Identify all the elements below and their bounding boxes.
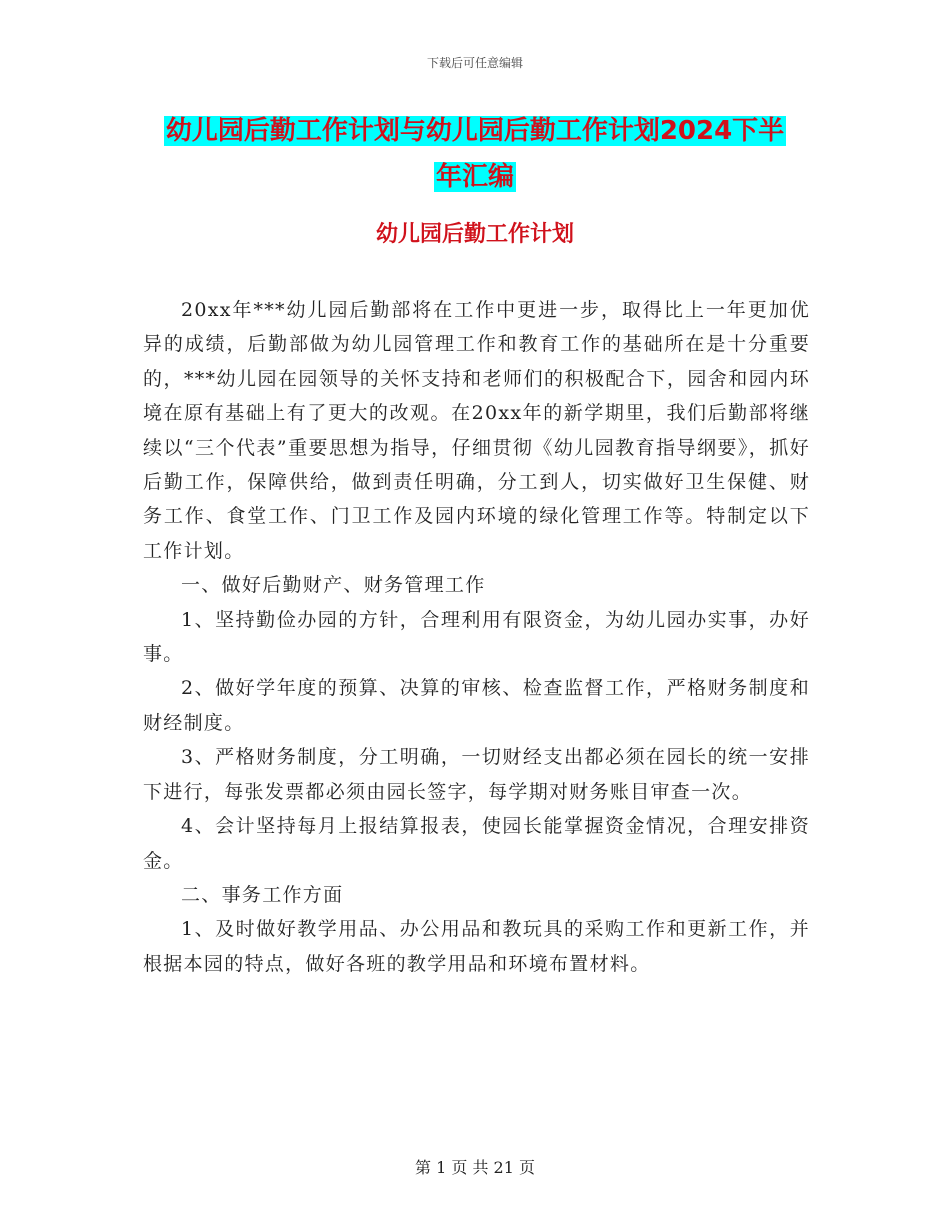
document-title (0, 108, 950, 200)
document-title-line-2: 年汇编 (435, 162, 514, 192)
header-note: 下载后可任意编辑 (426, 56, 523, 70)
paragraph-finance-2: 2、做好学年度的预算、决算的审核、检查监督工作，严格财务制度和财经制度。 (143, 677, 810, 734)
document-body (143, 293, 810, 981)
heading-finance: 一、做好后勤财产、财务管理工作 (181, 574, 486, 597)
paragraph-affairs-1: 1、及时做好教学用品、办公用品和教玩具的采购工作和更新工作，并根据本园的特点，做好各班的教学用品和环境布置材料。 (143, 918, 810, 975)
page-number-footer: 第 1 页 共 21 页 (415, 1158, 535, 1177)
section-title: 幼儿园后勤工作计划 (375, 222, 574, 247)
document-title-line-1: 幼儿园后勤工作计划与幼儿园后勤工作计划2024下半 (165, 116, 785, 146)
paragraph-finance-4: 4、会计坚持每月上报结算报表，使园长能掌握资金情况，合理安排资金。 (143, 815, 810, 872)
paragraph-finance-3: 3、严格财务制度，分工明确，一切财经支出都必须在园长的统一安排下进行，每张发票都必须由园长签字，每学期对财务账目审查一次。 (143, 746, 810, 803)
paragraph-intro: 20xx年***幼儿园后勤部将在工作中更进一步，取得比上一年更加优异的成绩，后勤部做为幼儿园管理工作和教育工作的基础所在是十分重要的，***幼儿园在园领导的关怀支持和老师们的积极配合下，园舍和园内环境在原有基础上有了更大的改观。在20xx年的新学期里，我们后勤部将继续以“三个代表”重要思想为指导，仔细贯彻《幼儿园教育指导纲要》，抓好后勤工作，保障供给，做到责任明确，分工到人，切实做好卫生保健、财务工作、食堂工作、门卫工作及园内环境的绿化管理工作等。特制定以下工作计划。 (143, 299, 810, 562)
paragraph-finance-1: 1、坚持勤俭办园的方针，合理利用有限资金，为幼儿园办实事，办好事。 (143, 608, 810, 666)
heading-affairs: 二、事务工作方面 (181, 883, 344, 906)
